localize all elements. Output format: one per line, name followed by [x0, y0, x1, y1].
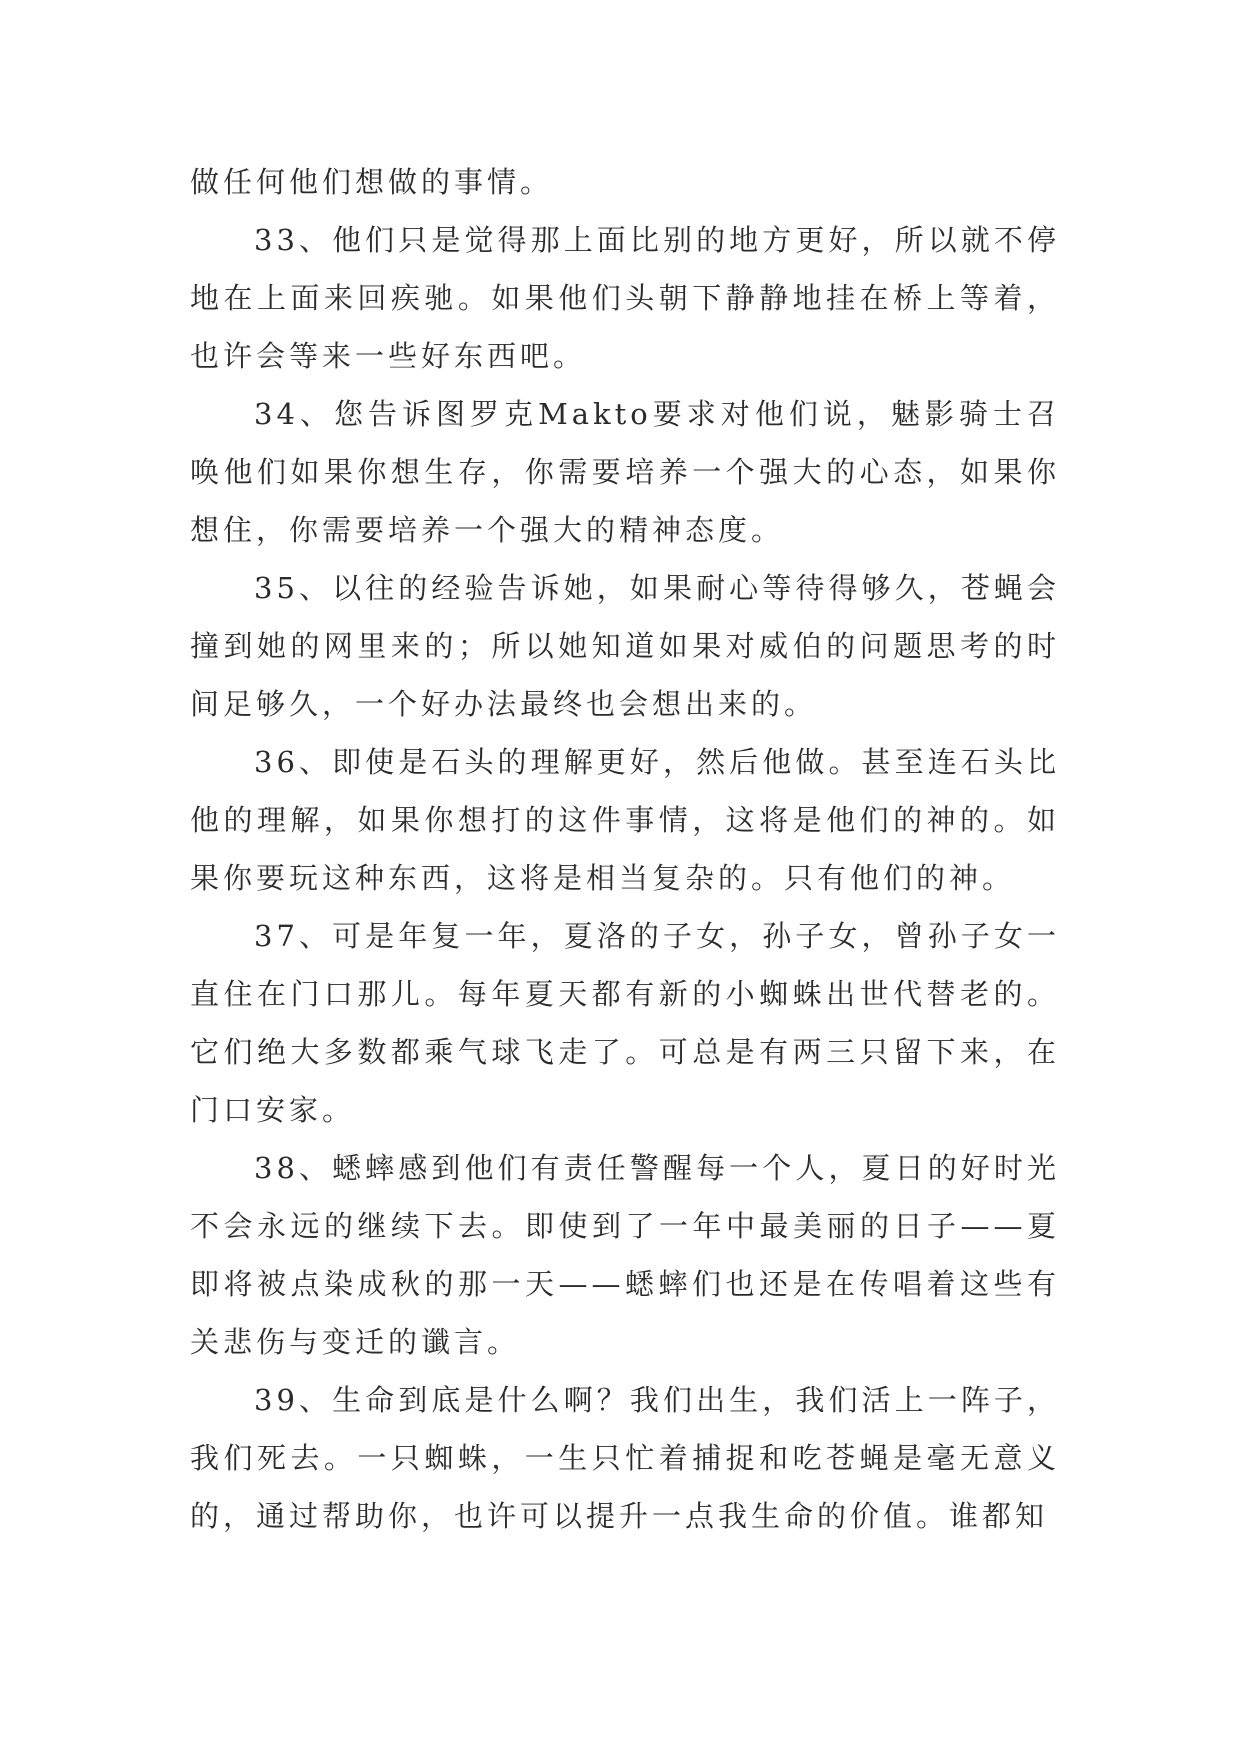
paragraph-2: 33、他们只是觉得那上面比别的地方更好，所以就不停地在上面来回疾驰。如果他们头朝下静静地挂在桥上等着，也许会等来一些好东西吧。 — [190, 223, 1060, 373]
paragraph-6: 37、可是年复一年，夏洛的子女，孙子女，曾孙子女一直住在门口那儿。每年夏天都有新的小蜘蛛出世代替老的。它们绝大多数都乘气球飞走了。可总是有两三只留下来，在门口安家。 — [190, 919, 1060, 1127]
paragraph-4: 35、以往的经验告诉她，如果耐心等待得够久，苍蝇会撞到她的网里来的；所以她知道如果对威伯的问题思考的时间足够久，一个好办法最终也会想出来的。 — [190, 571, 1060, 721]
paragraph-1: 做任何他们想做的事情。 — [190, 165, 554, 199]
paragraph-3: 34、您告诉图罗克Makto要求对他们说，魅影骑士召唤他们如果你想生存，你需要培养一个强大的心态，如果你想住，你需要培养一个强大的精神态度。 — [190, 397, 1060, 547]
paragraph-8: 39、生命到底是什么啊？我们出生，我们活上一阵子，我们死去。一只蜘蛛，一生只忙着捕捉和吃苍蝇是毫无意义的，通过帮助你，也许可以提升一点我生命的价值。谁都知 — [190, 1383, 1060, 1533]
paragraph-7: 38、蟋蟀感到他们有责任警醒每一个人，夏日的好时光不会永远的继续下去。即使到了一年中最美丽的日子——夏即将被点染成秋的那一天——蟋蟀们也还是在传唱着这些有关悲伤与变迁的谶言。 — [190, 1151, 1060, 1359]
paragraph-5: 36、即使是石头的理解更好，然后他做。甚至连石头比他的理解，如果你想打的这件事情，这将是他们的神的。如果你要玩这种东西，这将是相当复杂的。只有他们的神。 — [190, 745, 1060, 895]
document-body — [190, 153, 1060, 1545]
